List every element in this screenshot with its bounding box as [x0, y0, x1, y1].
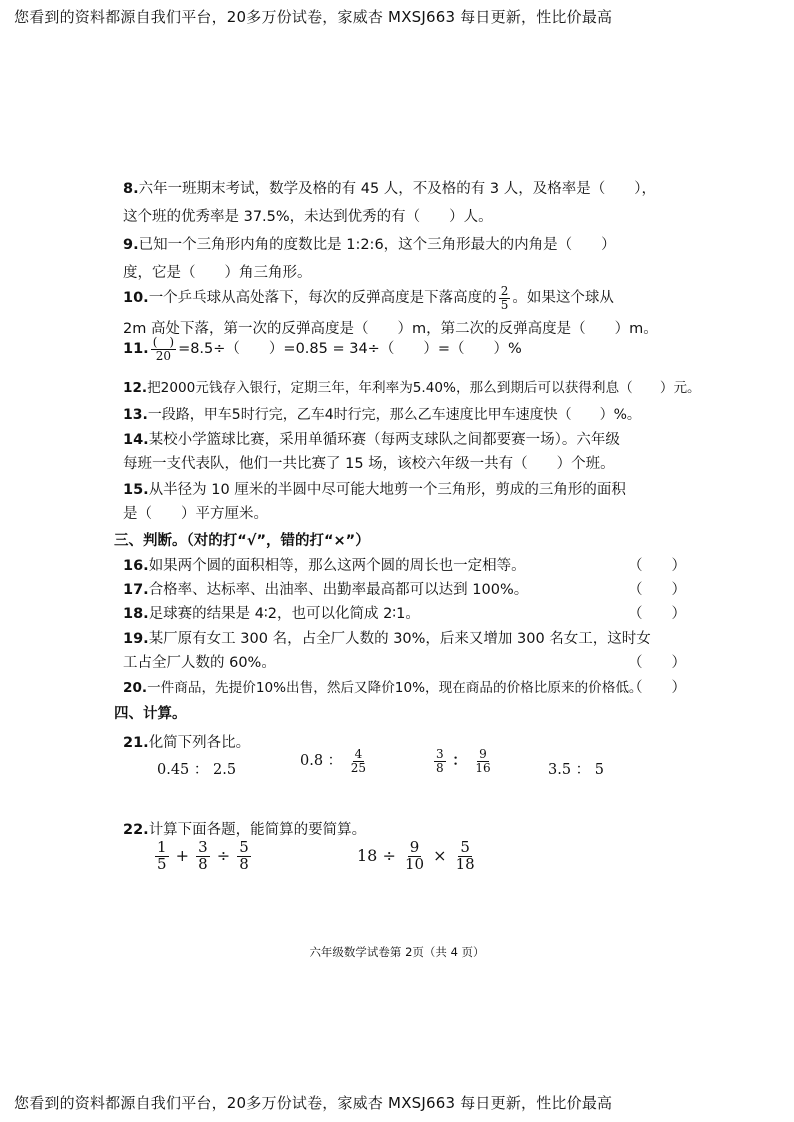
numerator: 3 [436, 747, 444, 761]
numerator: 5 [460, 838, 470, 856]
question-19-line-1 [123, 627, 651, 648]
fraction [151, 336, 176, 362]
numerator: 9 [479, 747, 487, 761]
question-text: =8.5÷（ ）=0.85 = 34÷（ ）=（ ）% [178, 341, 522, 358]
question-number: 20. [123, 680, 148, 696]
question-text: 把2000元钱存入银行，定期三年，年利率为5.40%，那么到期后可以获得利息（ ）元。 [147, 380, 701, 396]
question-text: 。如果这个球从 [512, 290, 614, 307]
denominator: 16 [475, 760, 491, 775]
question-text: 如果两个圆的面积相等，那么这两个圆的周长也一定相等。 [148, 558, 526, 574]
numerator: 2 [500, 284, 509, 298]
question-text: 计算下面各题，能简算的要简算。 [148, 822, 367, 838]
question-number: 17. [123, 582, 149, 598]
question-number: 11. [123, 341, 149, 358]
question-number: 18. [123, 606, 149, 622]
denominator: 8 [198, 854, 208, 873]
operator: + [175, 845, 190, 865]
question-text: 六年一班期末考试，数学及格的有 45 人，不及格的有 3 人，及格率是（ ）， [138, 181, 656, 197]
numerator: 4 [354, 747, 363, 761]
denominator: 5 [500, 297, 509, 312]
question-18 [123, 602, 420, 623]
question-number: 9. [123, 237, 139, 253]
denominator: 10 [404, 854, 425, 873]
denominator: 5 [157, 854, 167, 873]
answer-paren-17: （ ） [628, 582, 686, 598]
ratio-left: 0.8 ： [300, 753, 343, 770]
numerator: 3 [198, 838, 208, 856]
denominator: 20 [155, 348, 172, 363]
question-text: 已知一个三角形内角的度数比是 1:2:6，这个三角形最大的内角是（ ） [138, 237, 616, 253]
question-8-line-2: 这个班的优秀率是 37.5%，未达到优秀的有（ ）人。 [123, 209, 493, 225]
question-text: 足球赛的结果是 4∶2，也可以化简成 2∶1。 [148, 606, 420, 622]
fraction [196, 840, 210, 873]
calculation-2 [357, 840, 479, 873]
fraction [473, 748, 492, 774]
question-text: 从半径为 10 厘米的半圆中尽可能大地剪一个三角形，剪成的三角形的面积 [148, 482, 626, 498]
section-4-heading: 四、计算。 [114, 706, 187, 722]
question-10-line-1 [123, 285, 614, 311]
question-10-line-2: 2m 高处下落，第一次的反弹高度是（ ）m，第二次的反弹高度是（ ）m。 [123, 321, 658, 337]
question-number: 14. [123, 432, 149, 448]
ratio-2 [300, 748, 370, 774]
top-banner: 您看到的资料都源自我们平台，20多万份试卷，家威杏 MXSJ663 每日更新，性比价最高 [14, 8, 613, 26]
answer-paren-18: （ ） [628, 606, 686, 622]
numerator: 1 [157, 838, 167, 856]
question-8-line-1 [123, 177, 656, 198]
question-22 [123, 818, 366, 839]
question-number: 19. [123, 631, 149, 647]
question-21 [123, 731, 250, 752]
page-footer: 六年级数学试卷第 2页（共 4 页） [309, 945, 485, 959]
question-15-line-1 [123, 478, 626, 499]
numerator: ( ) [152, 335, 175, 349]
question-text: 一件商品，先提价10%出售，然后又降价10%，现在商品的价格比原来的价格低。 [147, 680, 643, 696]
answer-paren-20: （ ） [628, 680, 686, 696]
numerator: 5 [239, 838, 249, 856]
answer-paren-19: （ ） [628, 655, 686, 671]
ratio-1: 0.45 ： 2.5 [157, 762, 237, 778]
expression-lead: 18 ÷ [357, 845, 396, 865]
fraction [403, 840, 426, 873]
denominator: 18 [455, 854, 475, 873]
question-number: 22. [123, 822, 149, 838]
ratio-separator: ： [452, 752, 467, 770]
question-number: 12. [123, 380, 148, 396]
question-text: 一段路，甲车5时行完，乙车4时行完，那么乙车速度比甲车速度快（ ）%。 [147, 407, 641, 423]
fraction [155, 840, 169, 873]
question-11 [123, 336, 522, 362]
question-number: 15. [123, 482, 149, 498]
question-text: 合格率、达标率、出油率、出勤率最高都可以达到 100%。 [148, 582, 529, 598]
denominator: 8 [436, 760, 444, 775]
operator: ÷ [216, 845, 231, 865]
question-9-line-2: 度，它是（ ）角三角形。 [123, 265, 312, 281]
question-number: 21. [123, 735, 149, 751]
numerator: 9 [409, 838, 420, 856]
question-number: 13. [123, 407, 148, 423]
question-13 [123, 404, 641, 424]
question-19-line-2: 工占全厂人数的 60%。 [123, 655, 276, 671]
question-text: 一个乒乓球从高处落下，每次的反弹高度是下落高度的 [148, 290, 497, 307]
ratio-4: 3.5 ： 5 [548, 762, 605, 778]
question-14-line-2: 每班一支代表队，他们一共比赛了 15 场，该校六年级一共有（ ）个班。 [123, 456, 615, 472]
question-number: 10. [123, 290, 149, 307]
fraction [434, 748, 446, 774]
question-number: 8. [123, 181, 139, 197]
question-number: 16. [123, 558, 149, 574]
answer-paren-16: （ ） [628, 558, 686, 574]
question-16 [123, 554, 526, 575]
denominator: 8 [239, 854, 249, 873]
fraction [499, 285, 511, 311]
question-text: 某厂原有女工 300 名，占全厂人数的 30%，后来又增加 300 名女工，这时女 [148, 631, 651, 647]
question-text: 化简下列各比。 [148, 735, 251, 751]
question-17 [123, 578, 528, 599]
ratio-3 [432, 748, 495, 774]
operator: × [433, 845, 447, 865]
calculation-1 [153, 840, 253, 873]
question-12 [123, 376, 701, 396]
question-20 [123, 676, 643, 696]
question-14-line-1 [123, 428, 620, 449]
fraction [349, 748, 368, 774]
question-15-line-2: 是（ ）平方厘米。 [123, 506, 268, 522]
fraction [237, 840, 251, 873]
question-9-line-1 [123, 233, 616, 254]
question-text: 某校小学篮球比赛，采用单循环赛（每两支球队之间都要赛一场）。六年级 [148, 432, 620, 448]
fraction [454, 840, 477, 873]
bottom-banner: 您看到的资料都源自我们平台，20多万份试卷，家威杏 MXSJ663 每日更新，性比价最高 [14, 1094, 613, 1112]
section-3-heading: 三、判断。（对的打“√”，错的打“×”） [114, 533, 370, 549]
denominator: 25 [350, 760, 367, 775]
